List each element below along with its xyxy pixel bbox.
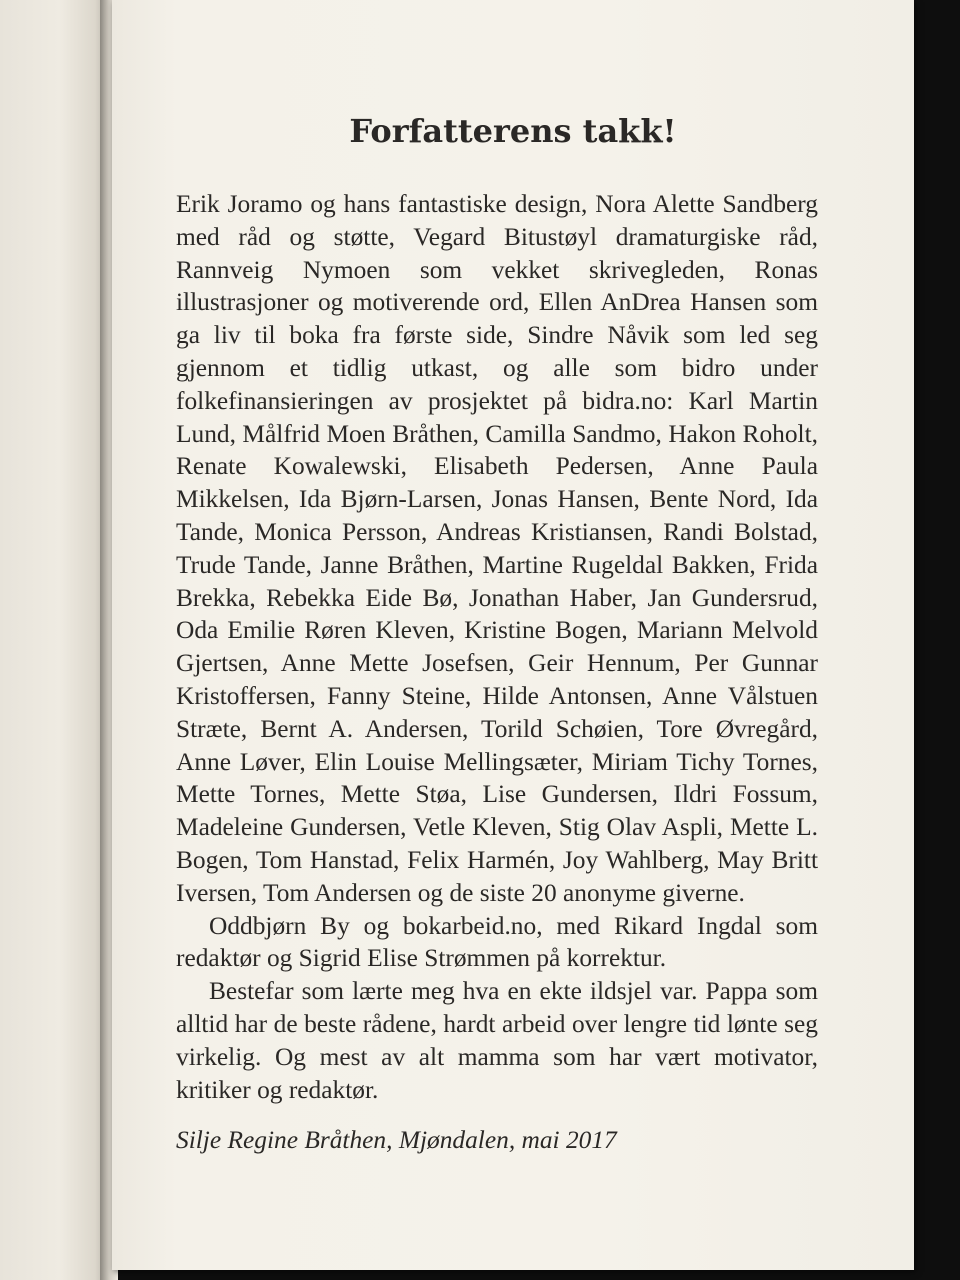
acknowledgements-text xyxy=(176,188,818,1157)
paragraph-contributors: Erik Joramo og hans fantastiske design, Nora Alette Sandberg med råd og støtte, Vegard Bitustøyl dramaturgiske råd, Rannveig Nymoen som vekket skrivegleden, Ronas illustrasjoner og motiverende ord, Ellen AnDrea Hansen som ga liv til boka fra første side, Sindre Nåvik som led seg gjennom et tidlig utkast, og alle som bidro under folkefinansieringen av prosjektet på bidra.no: Karl Martin Lund, Målfrid Moen Bråthen, Camilla Sandmo, Hakon Roholt, Renate Kowalewski, Elisabeth Pedersen, Anne Paula Mikkelsen, Ida Bjørn-Larsen, Jonas Hansen, Bente Nord, Ida Tande, Monica Persson, Andreas Kristiansen, Randi Bolstad, Trude Tande, Janne Bråthen, Martine Rugeldal Bakken, Frida Brekka, Rebekka Eide Bø, Jonathan Haber, Jan Gundersrud, Oda Emilie Røren Kleven, Kristine Bogen, Mariann Melvold Gjertsen, Anne Mette Josefsen, Geir Hennum, Per Gunnar Kristoffersen, Fanny Steine, Hilde Antonsen, Anne Vålstuen Stræte, Bernt A. Andersen, Torild Schøien, Tore Øvregård, Anne Løver, Elin Louise Mellingsæter, Miriam Tichy Tornes, Mette Tornes, Mette Støa, Lise Gundersen, Ildri Fossum, Madeleine Gundersen, Vetle Kleven, Stig Olav Aspli, Mette L. Bogen, Tom Hanstad, Felix Harmén, Joy Wahlberg, May Britt Iversen, Tom Andersen og de siste 20 anonyme giverne. xyxy=(176,190,818,907)
paragraph-publisher: Oddbjørn By og bokarbeid.no, med Rikard Ingdal som redaktør og Sigrid Elise Strømmen på korrektur. xyxy=(176,911,818,973)
page-title: Forfatterens takk! xyxy=(349,112,677,150)
paragraph-family: Bestefar som lærte meg hva en ekte ildsjel var. Pappa som alltid har de beste rådene, hardt arbeid over lengre tid lønte seg virkelig. Og mest av alt mamma som har vært motivator, kritiker og redaktør. xyxy=(176,977,818,1104)
signature: Silje Regine Bråthen, Mjøndalen, mai 2017 xyxy=(176,1126,617,1155)
left-page-edge xyxy=(0,0,108,1280)
